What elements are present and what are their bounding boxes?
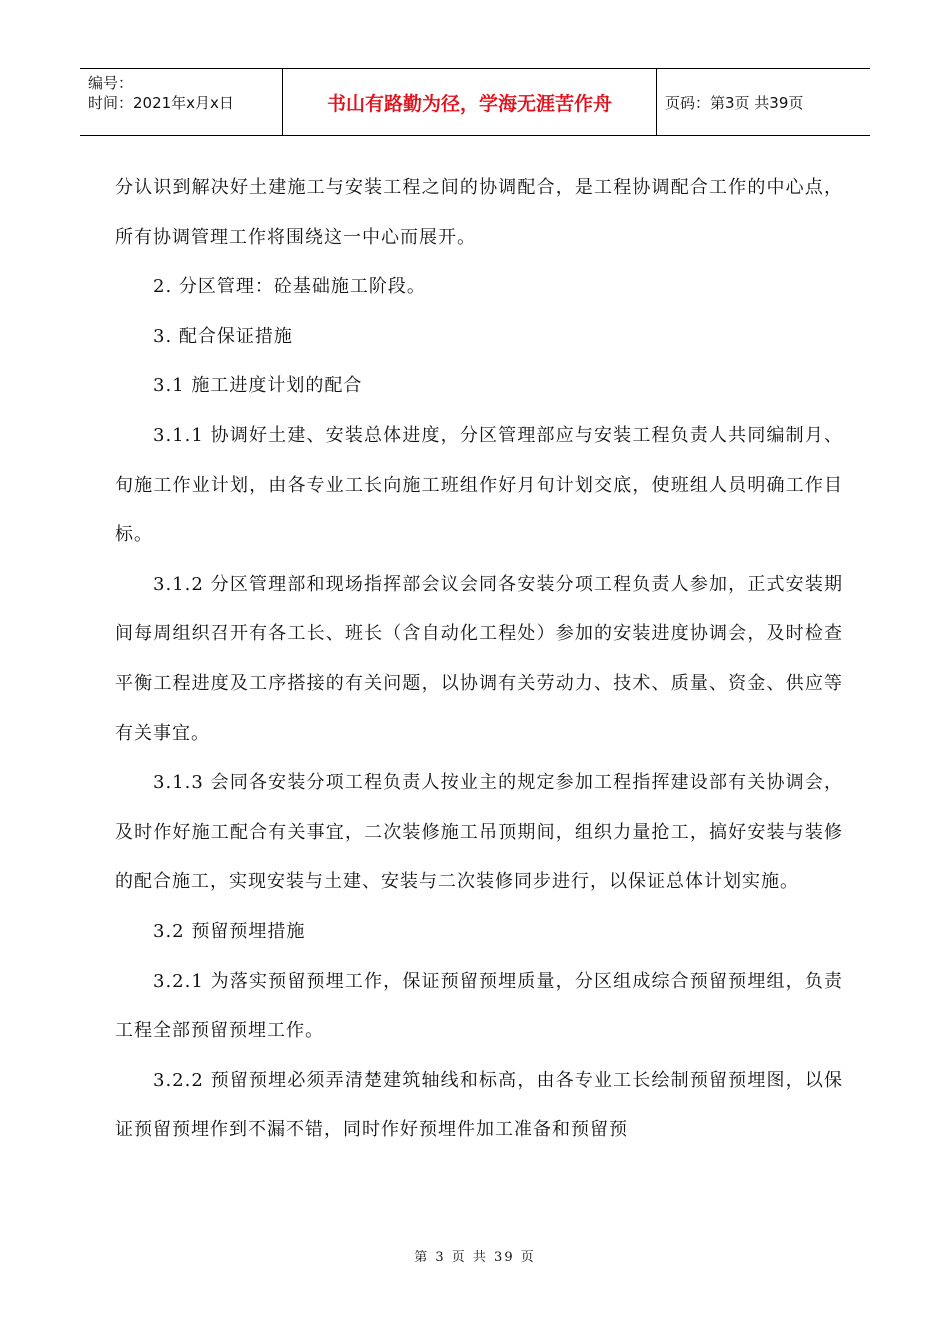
page-header xyxy=(80,68,870,136)
paragraph: 3.1.1 协调好土建、安装总体进度，分区管理部应与安装工程负责人共同编制月、旬施工作业计划，由各专业工长向施工班组作好月旬计划交底，使班组人员明确工作目标。 xyxy=(115,424,843,546)
section-heading: 3.2 预留预埋措施 xyxy=(153,920,306,942)
document-date: 时间：2021年x月x日 xyxy=(88,94,234,112)
paragraph: 分认识到解决好土建施工与安装工程之间的协调配合，是工程协调配合工作的中心点，所有协调管理工作将围绕这一中心而展开。 xyxy=(115,177,843,248)
paragraph: 3.2.1 为落实预留预埋工作，保证预留预埋质量，分区组成综合预留预埋组，负责工程全部预留预埋工作。 xyxy=(115,970,843,1042)
paragraph: 3.1.2 分区管理部和现场指挥部会议会同各安装分项工程负责人参加，正式安装期间每周组织召开有各工长、班长（含自动化工程处）参加的安装进度协调会，及时检查平衡工程进度及工序搭接的有关问题，以协调有关劳动力、技术、质量、资金、供应等有关事宜。 xyxy=(115,573,843,744)
document-number: 编号： xyxy=(88,74,134,92)
paragraph: 2. 分区管理：砼基础施工阶段。 xyxy=(153,276,426,298)
paragraph: 3.1.3 会同各安装分项工程负责人按业主的规定参加工程指挥建设部有关协调会，及时作好施工配合有关事宜，二次装修施工吊顶期间，组织力量抢工，搞好安装与装修的配合施工，实现安装与土建、安装与二次装修同步进行，以保证总体计划实施。 xyxy=(115,772,843,893)
section-heading: 3. 配合保证措施 xyxy=(153,325,293,347)
paragraph: 3.2.2 预留预埋必须弄清楚建筑轴线和标高，由各专业工长绘制预留预埋图，以保证预留预埋作到不漏不错，同时作好预埋件加工准备和预留预 xyxy=(115,1069,843,1141)
page-footer: 第 3 页 共 39 页 xyxy=(414,1250,536,1265)
section-heading: 3.1 施工进度计划的配合 xyxy=(153,375,363,397)
header-meta xyxy=(80,69,282,135)
header-page-info: 页码：第3页 共39页 xyxy=(665,93,804,112)
header-motto: 书山有路勤为径，学海无涯苦作舟 xyxy=(282,69,657,135)
document-body xyxy=(115,163,843,1155)
